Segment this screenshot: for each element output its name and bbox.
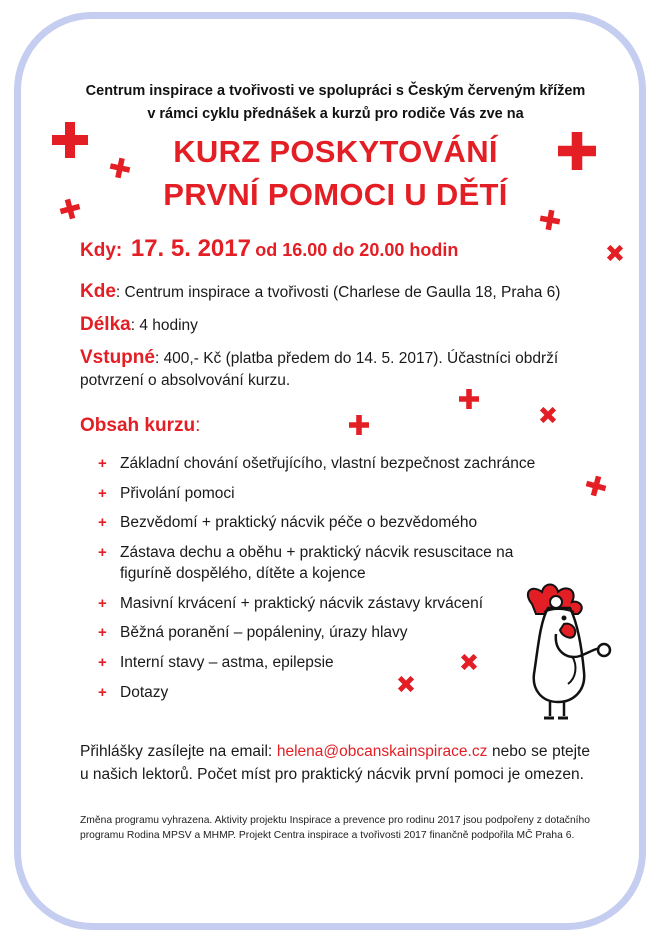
list-item: [98, 483, 548, 504]
plus-icon: +: [98, 594, 107, 612]
where-row: [80, 281, 560, 304]
email-link[interactable]: helena@obcanskainspirace.cz: [276, 743, 488, 760]
plus-icon: +: [98, 624, 107, 642]
chicken-nurse-illustration: [520, 578, 615, 723]
list-item: [98, 542, 548, 584]
red-cross-icon: [459, 389, 479, 409]
signup-paragraph: [80, 740, 590, 786]
fee-value-2: potvrzení o absolvování kurzu.: [80, 372, 291, 389]
signup-text-after: nebo se ptejte u našich lektorů. Počet míst pro praktický nácvik první pomoci je omezen.: [80, 743, 590, 783]
when-row: [80, 235, 459, 263]
list-item-text: Interní stavy – astma, epilepsie: [120, 654, 334, 672]
red-cross-icon: [349, 415, 369, 435]
list-item-text: Dotazy: [120, 683, 169, 701]
plus-icon: +: [98, 484, 107, 502]
where-label: Kde: [80, 281, 116, 302]
list-item-text: Zástava dechu a oběhu + praktický nácvik resuscitace na figuríně dospělého, dítěte a kojence: [120, 544, 514, 583]
where-value: : Centrum inspirace a tvořivosti (Charlese de Gaulla 18, Praha 6): [115, 284, 561, 301]
list-item: [98, 593, 548, 614]
red-cross-icon: [52, 122, 88, 158]
when-time: od 16.00 do 20.00 hodin: [255, 240, 459, 260]
list-item-text: Přivolání pomoci: [120, 484, 235, 502]
course-items-list: [98, 453, 548, 712]
list-item: [98, 512, 548, 533]
list-item-text: Bezvědomí + praktický nácvik péče o bezvědomého: [120, 514, 478, 532]
plus-icon: +: [98, 683, 107, 701]
fee-label: Vstupné: [80, 347, 155, 368]
fee-row: [80, 347, 558, 392]
course-heading-colon: :: [195, 415, 201, 436]
when-label: Kdy:: [80, 240, 123, 261]
intro-line-1: Centrum inspirace a tvořivosti ve spolupráci s Českým červeným křížem: [85, 83, 586, 99]
plus-icon: +: [98, 654, 107, 672]
plus-icon: +: [98, 455, 107, 472]
red-cross-icon: [108, 156, 132, 180]
length-row: [80, 314, 198, 337]
fee-value: : 400,- Kč (platba předem do 14. 5. 2017). Účastníci obdrží: [154, 350, 559, 367]
red-cross-icon: [538, 208, 561, 231]
list-item: [98, 622, 548, 643]
length-label: Délka: [80, 314, 131, 335]
title-line-1: KURZ POSKYTOVÁNÍ: [173, 134, 498, 169]
list-item: [98, 682, 548, 703]
list-item: [98, 453, 548, 474]
intro-line-2: v rámci cyklu přednášek a kurzů pro rodiče Vás zve na: [147, 106, 524, 122]
course-heading-text: Obsah kurzu: [80, 415, 196, 436]
footer-note: Změna programu vyhrazena. Aktivity projektu Inspirace a prevence pro rodinu 2017 jsou podpořeny z dotačního programu Rodina MPSV a MHMP. Projekt Centra inspirace a tvořivosti 2017 finančně podpořila MČ Praha 6.: [80, 815, 590, 841]
list-item-text: Základní chování ošetřujícího, vlastní bezpečnost zachránce: [120, 455, 536, 472]
length-value: : 4 hodiny: [130, 317, 198, 334]
when-date: 17. 5. 2017: [130, 235, 251, 262]
signup-text-before: Přihlášky zasílejte na email:: [80, 743, 277, 760]
list-item-text: Masivní krvácení + praktický nácvik zástavy krvácení: [120, 594, 484, 612]
plus-icon: +: [98, 514, 107, 532]
list-item-text: Běžná poranění – popáleniny, úrazy hlavy: [120, 624, 408, 642]
plus-icon: +: [98, 544, 107, 562]
red-cross-icon: [558, 132, 596, 170]
title-line-2: PRVNÍ POMOCI U DĚTÍ: [163, 177, 508, 212]
course-heading: [80, 415, 200, 437]
